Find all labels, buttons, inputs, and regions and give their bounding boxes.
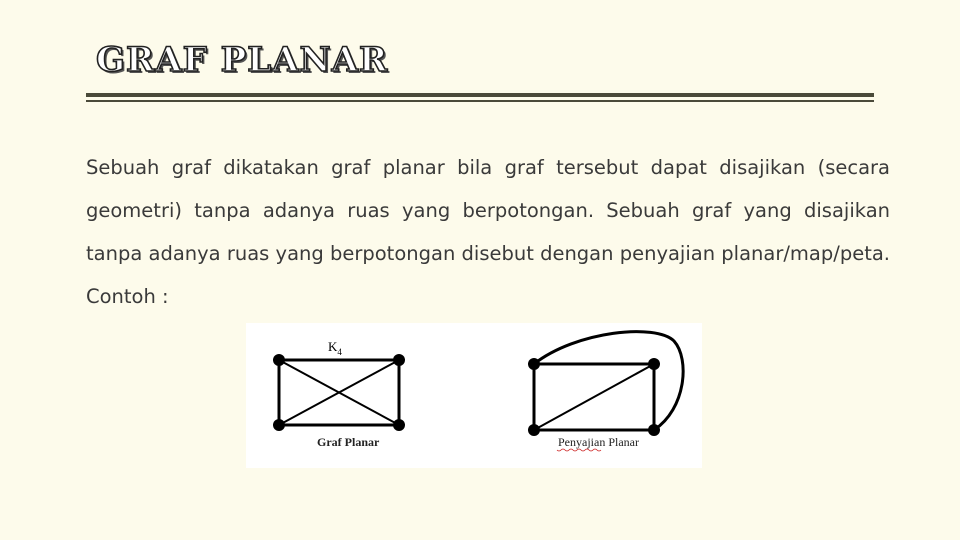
body-paragraph: Sebuah graf dikatakan graf planar bila graf tersebut dapat disajikan (secara geometri) tanpa adanya ruas yang berpotongan. Sebuah graf yang disajikan tanpa adanya ruas yang berpotongan disebut dengan penyajian planar/map/peta. Contoh : bbox=[86, 156, 890, 308]
planar-edge-outer-arc bbox=[534, 332, 683, 430]
planar-edge-diagonal bbox=[534, 364, 654, 430]
slide-title: GRAF PLANAR bbox=[96, 40, 389, 80]
k4-vertex bbox=[393, 419, 405, 431]
planar-vertex bbox=[648, 424, 660, 436]
k4-label: $K_4$ bbox=[328, 339, 342, 357]
k4-vertex bbox=[273, 419, 285, 431]
graph-illustration bbox=[246, 323, 702, 468]
spellcheck-underline bbox=[557, 449, 601, 451]
k4-vertex bbox=[273, 354, 285, 366]
k4-vertex bbox=[393, 354, 405, 366]
planar-vertex bbox=[528, 358, 540, 370]
planar-vertex bbox=[528, 424, 540, 436]
planar-graph bbox=[528, 332, 683, 451]
title-underline-thick bbox=[86, 93, 874, 97]
title-underline-thin bbox=[86, 100, 874, 102]
k4-graph bbox=[273, 339, 405, 449]
k4-caption: Graf Planar bbox=[317, 435, 380, 449]
planar-caption: Penyajian Planar bbox=[558, 435, 639, 449]
planar-vertex bbox=[648, 358, 660, 370]
graph-figure bbox=[246, 323, 702, 468]
